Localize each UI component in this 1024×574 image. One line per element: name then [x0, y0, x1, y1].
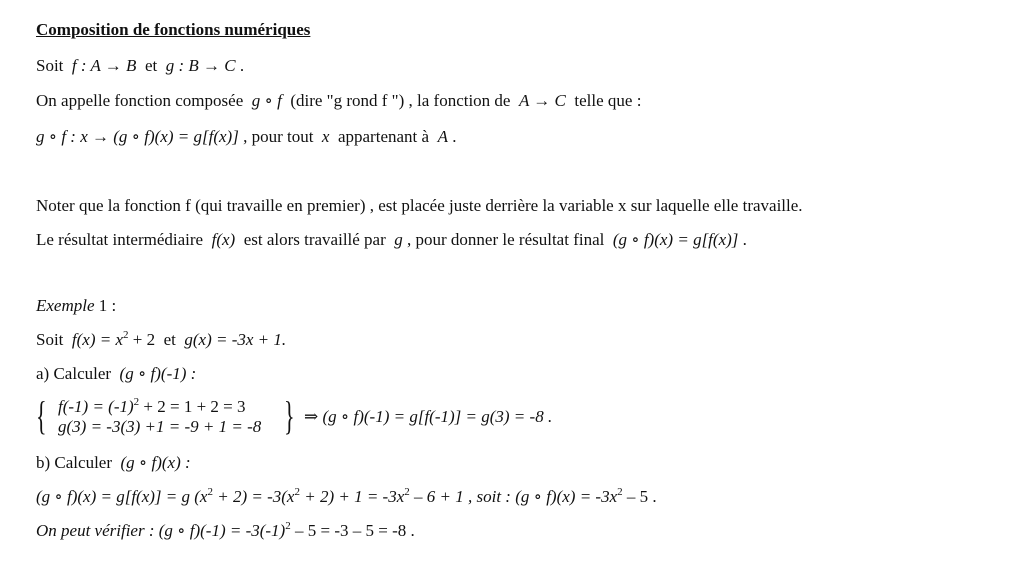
composition-formula: g ∘ f : x → (g ∘ f)(x) = g[f(x)] — [36, 127, 239, 146]
example-heading — [36, 295, 116, 317]
g-mapping: g : B → C — [165, 56, 236, 75]
reading-hint: (dire "g rond f ") , la fonction de — [290, 91, 511, 110]
derivation-part-2: + 2) = -3(x — [217, 487, 295, 506]
example-number: 1 : — [98, 296, 117, 315]
verification-line — [36, 520, 415, 544]
et-text: et — [144, 56, 158, 75]
definition-line-3 — [36, 126, 456, 148]
f-definition: f(x) = x — [71, 330, 124, 349]
fx-term: f(x) — [211, 230, 236, 249]
implies-result — [304, 406, 552, 428]
f-mapping: f : A → B — [71, 56, 137, 75]
example-label: Exemple — [36, 296, 95, 315]
definition-line-1 — [36, 55, 244, 77]
et-text: et — [163, 330, 176, 349]
gof-symbol: g ∘ f — [251, 91, 282, 110]
example-definitions — [36, 329, 286, 353]
intermediate-text: Le résultat intermédiaire — [36, 230, 204, 249]
period: . — [742, 230, 747, 249]
g-term: g — [394, 230, 403, 249]
exponent: 2 — [617, 486, 623, 498]
part-b-derivation — [36, 486, 657, 510]
part-a-label: a) Calculer — [36, 364, 112, 383]
soit-text: Soit — [36, 330, 64, 349]
equation-system — [36, 393, 636, 438]
f-definition-end: + 2 — [132, 330, 156, 349]
exponent: 2 — [207, 486, 213, 498]
exponent: 2 — [123, 329, 129, 341]
note-line-2 — [36, 229, 747, 251]
telle-que: telle que : — [574, 91, 642, 110]
f-of-minus-one: f(-1) = (-1) — [58, 397, 134, 416]
final-result-text: , pour donner le résultat final — [407, 230, 605, 249]
set-a: A — [437, 127, 448, 146]
exponent: 2 — [404, 486, 410, 498]
note-line-1: Noter que la fonction f (qui travaille en premier) , est placée juste derrière la variable x sur laquelle elle travaille. — [36, 196, 803, 215]
composition-intro: On appelle fonction composée — [36, 91, 244, 110]
final-formula: (g ∘ f)(x) = g[f(x)] — [612, 230, 739, 249]
page-title: Composition de fonctions numériques — [36, 20, 311, 39]
derivation-part-3: + 2) + 1 = -3x — [304, 487, 405, 506]
exponent: 2 — [285, 520, 291, 532]
appartenant: appartenant à — [337, 127, 430, 146]
g-definition: g(x) = -3x + 1. — [184, 330, 287, 349]
system-row-1 — [58, 397, 246, 419]
definition-line-2 — [36, 90, 641, 112]
x-variable: x — [321, 127, 330, 146]
f-evaluation: + 2 = 1 + 2 = 3 — [143, 397, 246, 416]
part-a-heading — [36, 363, 196, 385]
a-to-c: A → C — [518, 91, 566, 110]
pour-tout: , pour tout — [243, 127, 314, 146]
system-row-2 — [58, 417, 261, 437]
soit-text: Soit — [36, 56, 64, 75]
g-of-three: g(3) = -3(3) +1 = -9 + 1 = -8 — [58, 417, 262, 436]
period: . — [452, 127, 457, 146]
travaille-par: est alors travaillé par — [243, 230, 386, 249]
part-b-expression: (g ∘ f)(x) : — [120, 453, 191, 472]
left-brace: { — [36, 393, 47, 438]
part-b-label: b) Calculer — [36, 453, 112, 472]
part-a-expression: (g ∘ f)(-1) : — [119, 364, 197, 383]
derivation-end: – 5 . — [626, 487, 657, 506]
part-b-heading — [36, 452, 191, 474]
verify-part-1: On peut vérifier : (g ∘ f)(-1) = -3(-1) — [36, 521, 286, 540]
right-brace: } — [284, 393, 295, 438]
derivation-part-1: (g ∘ f)(x) = g[f(x)] = g (x — [36, 487, 208, 506]
part-a-result: ⇒ (g ∘ f)(-1) = g[f(-1)] = g(3) = -8 . — [304, 407, 553, 426]
exponent: 2 — [133, 396, 140, 408]
verify-part-2: – 5 = -3 – 5 = -8 . — [294, 521, 415, 540]
period: . — [239, 56, 245, 75]
derivation-part-4: – 6 + 1 , soit : (g ∘ f)(x) = -3x — [414, 487, 618, 506]
exponent: 2 — [294, 486, 300, 498]
